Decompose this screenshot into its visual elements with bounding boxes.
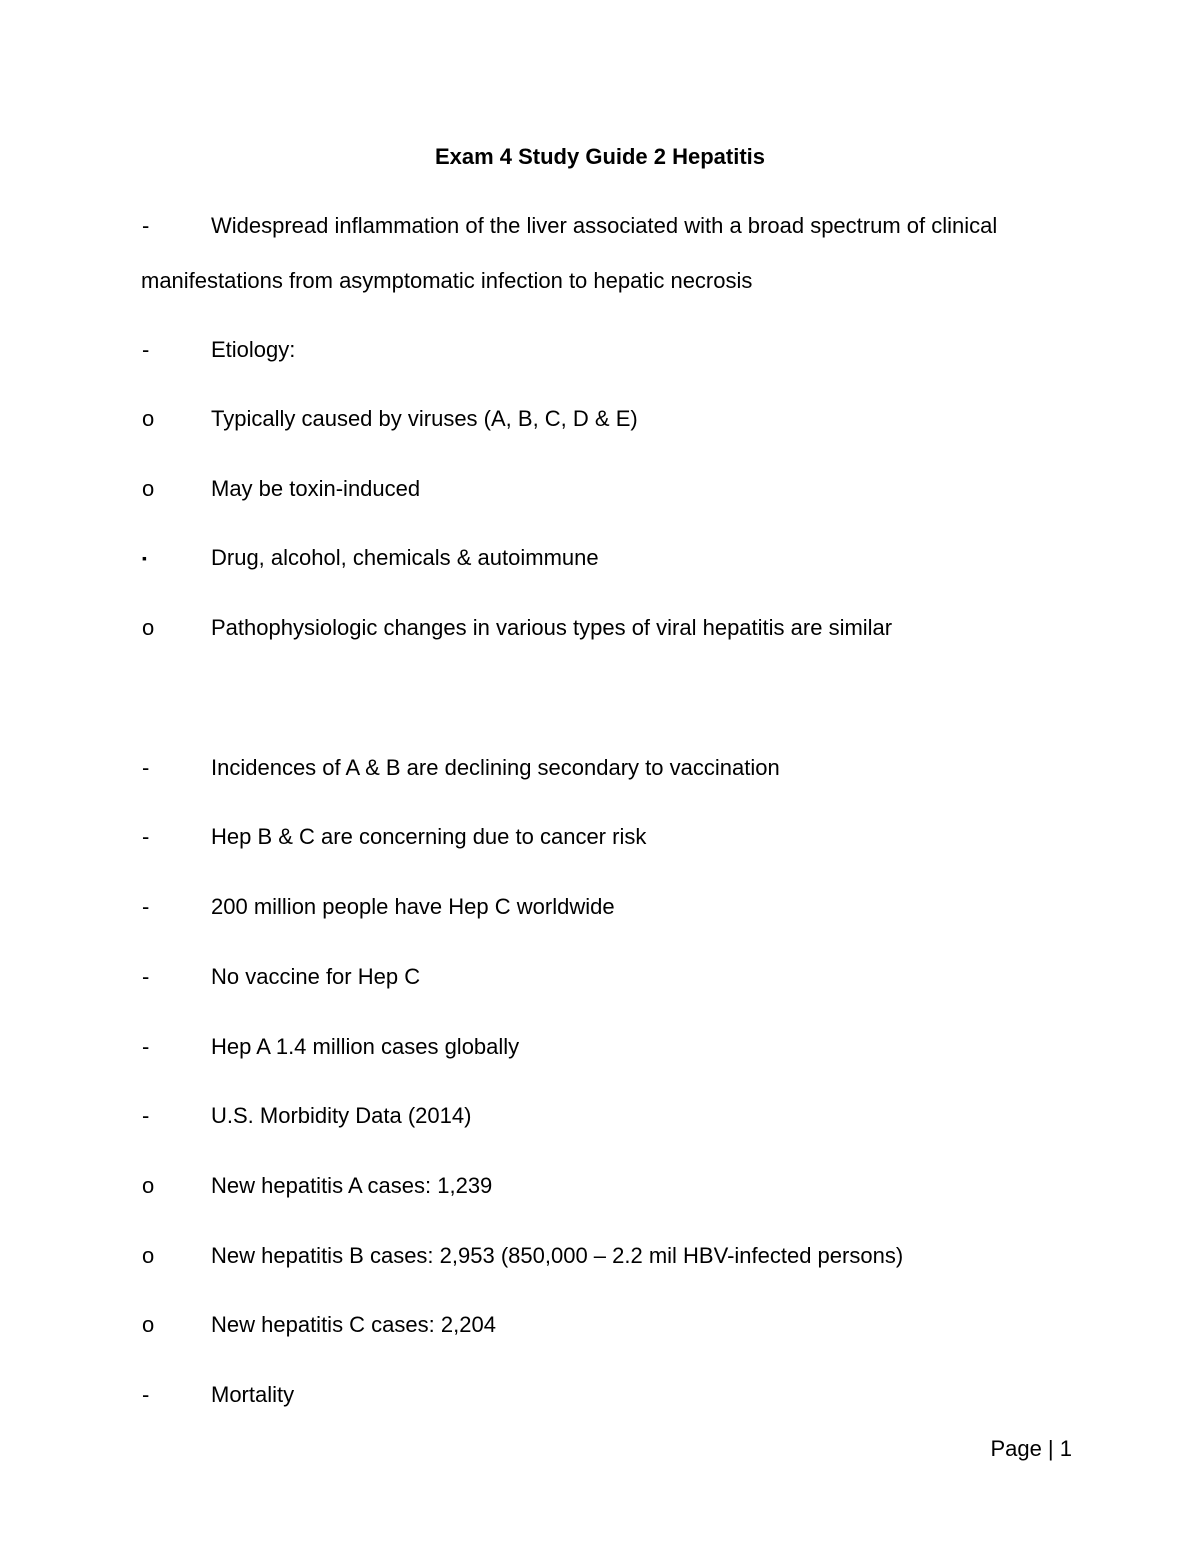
list-item-text: New hepatitis A cases: 1,239	[211, 1173, 493, 1198]
dash-bullet: -	[142, 964, 150, 989]
list-item	[0, 961, 1200, 993]
list-item	[0, 334, 1200, 366]
list-item	[0, 891, 1200, 923]
list-item	[0, 1240, 1200, 1272]
dash-bullet: -	[142, 337, 150, 362]
list-item-text: No vaccine for Hep C	[211, 964, 421, 989]
list-item	[0, 1170, 1200, 1202]
list-item	[0, 473, 1200, 505]
page-number-footer: Page | 1	[990, 1436, 1072, 1461]
list-item-text: Typically caused by viruses (A, B, C, D & E)	[211, 406, 638, 431]
list-item-text: Mortality	[211, 1382, 295, 1407]
list-item	[0, 403, 1200, 435]
circle-bullet: o	[142, 406, 155, 431]
list-item	[0, 1309, 1200, 1341]
dash-bullet: -	[142, 1034, 150, 1059]
list-item-text: U.S. Morbidity Data (2014)	[211, 1103, 472, 1128]
dash-bullet: -	[142, 1382, 150, 1407]
list-item-text: Widespread inflammation of the liver associated with a broad spectrum of clinical	[211, 213, 998, 238]
dash-bullet: -	[142, 824, 150, 849]
list-item	[0, 210, 1200, 242]
dash-bullet: -	[142, 894, 150, 919]
list-item	[0, 542, 1200, 574]
dash-bullet: -	[142, 755, 150, 780]
list-item-text: manifestations from asymptomatic infection to hepatic necrosis	[141, 268, 753, 293]
list-item-text: May be toxin-induced	[211, 476, 421, 501]
circle-bullet: o	[142, 1173, 155, 1198]
list-item-text: Hep A 1.4 million cases globally	[211, 1034, 520, 1059]
list-item	[0, 1100, 1200, 1132]
list-item-text: 200 million people have Hep C worldwide	[211, 894, 615, 919]
list-item-continuation	[0, 265, 1200, 297]
circle-bullet: o	[142, 1243, 155, 1268]
list-item-text: Drug, alcohol, chemicals & autoimmune	[211, 545, 599, 570]
page-title: Exam 4 Study Guide 2 Hepatitis	[434, 144, 766, 169]
list-item-text: Hep B & C are concerning due to cancer risk	[211, 824, 647, 849]
circle-bullet: o	[142, 1312, 155, 1337]
circle-bullet: o	[142, 615, 155, 640]
list-item-text: Pathophysiologic changes in various types of viral hepatitis are similar	[211, 615, 893, 640]
square-bullet: ▪	[142, 550, 147, 566]
list-item	[0, 752, 1200, 784]
list-item	[0, 612, 1200, 644]
dash-bullet: -	[142, 213, 150, 238]
circle-bullet: o	[142, 476, 155, 501]
dash-bullet: -	[142, 1103, 150, 1128]
list-item-text: New hepatitis C cases: 2,204	[211, 1312, 496, 1337]
list-item	[0, 1379, 1200, 1411]
list-item	[0, 821, 1200, 853]
list-item-text: Incidences of A & B are declining secondary to vaccination	[211, 755, 780, 780]
list-item	[0, 1031, 1200, 1063]
list-item-text: Etiology:	[211, 337, 296, 362]
list-item-text: New hepatitis B cases: 2,953 (850,000 – 2.2 mil HBV-infected persons)	[211, 1243, 904, 1268]
